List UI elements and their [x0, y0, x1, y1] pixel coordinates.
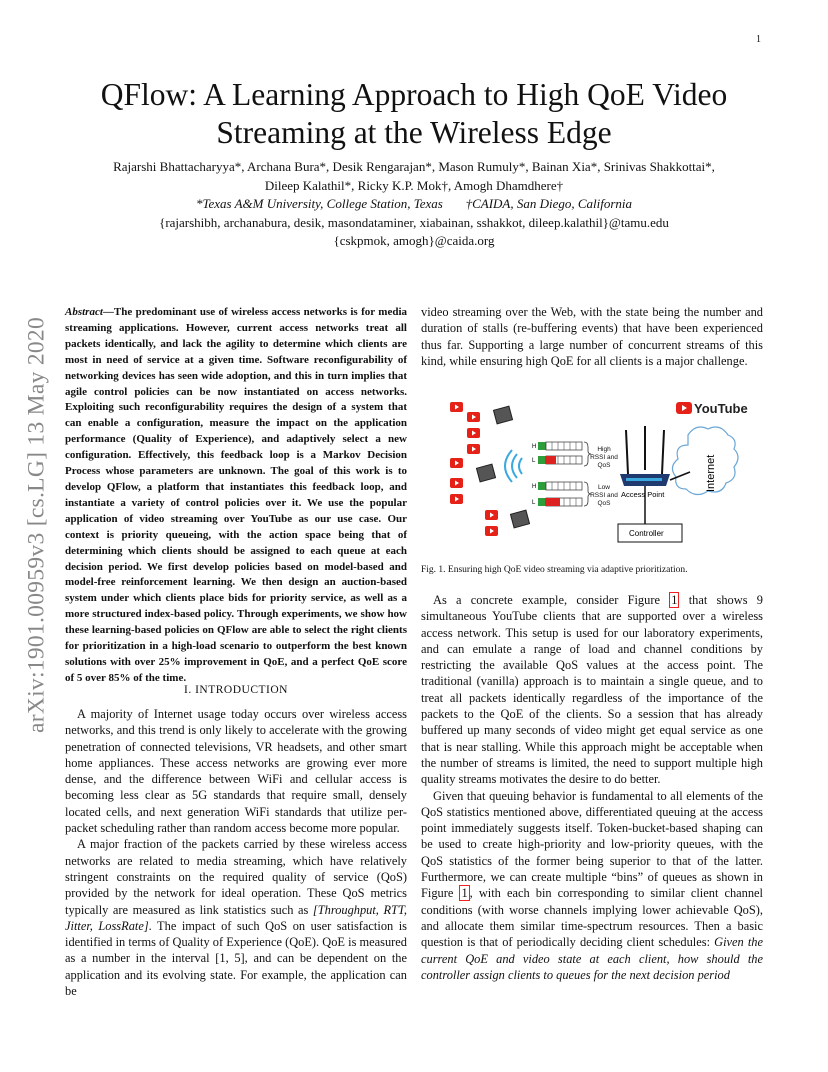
right-p2-a: Given that queuing behavior is fundamental to all elements of the QoS statistics mentioned above, differentiated queuing at the access point immediately suggests itself. Token-bucket-based shaping can be used to create high-priority and low-priority queues, with the QoS statistics of the former being superior to that of the latter. Furthermore, we can create multiple “bins” of queues as shown in Figure	[421, 788, 763, 901]
abstract-lead: Abstract	[65, 306, 103, 318]
right-column-top	[421, 304, 763, 369]
affiliation-caida: †CAIDA, San Diego, California	[465, 196, 633, 211]
high-queue-h: H	[532, 444, 537, 450]
paper-title	[60, 76, 768, 152]
low-queue-h: H	[532, 484, 537, 490]
low-rssi-label: Low RSSI and QoS	[590, 484, 618, 507]
arxiv-stamp	[22, 285, 52, 765]
right-p1-b: that shows 9 simultaneous YouTube clients that are supported over a wireless access network. This setup is used for our laboratory experiments, and can emulate a range of load and channel conditions by restricting the available QoS values at the access point. The traditional (vanilla) approach is to maintain a single queue, and to treat all packets identically regardless of the importance of the packets to the QoE of the clients. So a session that has already buffered up many seconds of video might get equal service as one that is near stalling. While this approach might be acceptable when the number of streams is limited, the need to support multiple high quality streams motivates the desire to do better.	[421, 593, 763, 787]
affiliations	[40, 195, 788, 214]
high-queue-l: L	[532, 458, 536, 464]
right-column-body	[421, 592, 763, 983]
wifi-icon	[505, 450, 522, 482]
intro-paragraph-2-a: A major fraction of the packets carried by these wireless access networks are related to media streaming, which have relatively stringent constraints on the required quality of service (QoS) provided by the network for ideal operation. These QoS metrics typically are measured as link statistics such as	[65, 837, 407, 917]
right-paragraph-1	[421, 592, 763, 788]
high-rssi-label: High RSSI and QoS	[590, 446, 618, 469]
title-line-1: QFlow: A Learning Approach to High QoE Video	[100, 77, 728, 112]
intro-paragraph-1: A majority of Internet usage today occurs over wireless access networks, and this trend is only likely to accelerate with the growing penetration of connected televisions, VR headsets, and other smart home appliances. These access networks are growing ever more dense, and the difference between WiFi and cellular access is becoming less clear as 5G standards that require small, densely located cells, and next generation WiFi standards that utilize per-packet scheduling rather than random access become more popular.	[65, 707, 407, 836]
low-queue-l: L	[532, 500, 536, 506]
figure-caption: Fig. 1. Ensuring high QoE video streaming via adaptive prioritization.	[421, 565, 688, 575]
high-queue	[532, 442, 582, 464]
intro-paragraph-2-b: . The impact of such QoS on user satisfaction is identified in terms of Quality of Experience (QoE). QoE is measured as a number in the interval [1, 5], and can be dependent on the application and its evolving state. For example, the application can be	[65, 918, 407, 999]
intro-left-column	[65, 706, 407, 999]
right-p2-b: , with each bin corresponding to similar client channel conditions (with worse channels implying lower achievable QoS), and allocate them similar time-spectrum resources. Then a basic question is that of periodically deciding client schedules:	[421, 886, 764, 950]
access-point-icon	[620, 426, 670, 486]
affiliation-tamu: *Texas A&M University, College Station, Texas	[195, 196, 443, 211]
access-point-label: Access Point	[621, 490, 665, 499]
abstract	[65, 305, 407, 687]
arxiv-stamp-text: arXiv:1901.00959v3 [cs.LG] 13 May 2020	[23, 316, 50, 734]
authors-line-1: Rajarshi Bhattacharyya*, Archana Bura*, Desik Rengarajan*, Mason Rumuly*, Bainan Xia*, Srinivas Shakkottai*,	[113, 159, 715, 174]
author-block	[40, 158, 788, 251]
youtube-logo-text: YouTube	[694, 401, 748, 416]
title-line-2: Streaming at the Wireless Edge	[216, 115, 612, 150]
page-number: 1	[756, 34, 761, 45]
emails-caida: {cskpmok, amogh}@caida.org	[333, 233, 495, 248]
qos-metrics: [Throughput, RTT, Jitter, LossRate]	[65, 902, 408, 933]
controller-label: Controller	[629, 529, 664, 538]
emails-tamu: {rajarshibh, archanabura, desik, masondataminer, xiabainan, sshakkot, dileep.kalathil}@tamu.edu	[159, 214, 669, 230]
low-queue	[532, 482, 582, 506]
section-heading: I. INTRODUCTION	[184, 684, 288, 696]
figure-1	[440, 400, 748, 550]
intro-paragraph-2	[65, 836, 407, 999]
right-p1-a: As a concrete example, consider Figure	[433, 593, 670, 607]
figure-ref-link-2[interactable]: 1	[461, 886, 468, 901]
youtube-logo	[676, 401, 748, 416]
authors-line-2: Dileep Kalathil*, Ricky K.P. Mok†, Amogh Dhamdhere†	[264, 177, 564, 193]
internet-label: Internet	[705, 454, 717, 492]
client-device-icons	[476, 406, 529, 528]
right-p2-italic: Given the current QoE and video state at each client, how should the controller assign clients to queues for the next decision period	[421, 935, 763, 982]
right-top-paragraph: video streaming over the Web, with the state being the number and duration of stalls (re-buffering events) that have been experienced thus far. Supporting a large number of concurrent streams of this kind, while ensuring high QoE for all clients is a major challenge.	[421, 305, 763, 368]
right-paragraph-2	[421, 788, 763, 984]
figure-ref-link[interactable]: 1	[671, 593, 678, 607]
abstract-body: —The predominant use of wireless access networks is for media streaming applications. However, current access networks treat all packets identically, and lack the agility to determine which clients are most in need of service at a given time. Software reconfigurability of networking devices has seen wide adoption, and this in turn implies that agile control policies can be now instantiated on access networks. Exploiting such reconfigurability requires the design of a system that can enable a configuration, measure the impact on the application performance (Quality of Experience), and adaptively select a new configuration. Effectively, this feedback loop is a Markov Decision Process whose parameters are unknown. The goal of this work is to develop QFlow, a platform that instantiates this feedback loop, and instantiate a variety of control policies over it. We use the popular application of video streaming over YouTube as our use case. Our context is priority queueing, with the action space being that of determining which clients should be assigned to each queue at each decision period. We first develop policies based on model-based and model-free reinforcement learning. We then design an auction-based system under which clients place bids for priority service, as well as a more structured index-based policy. Through experiments, we show how these learning-based policies on QFlow are able to select the right clients for prioritization in a high-load scenario to outperform the best known solutions with over 25% improvement in QoE, and a perfect QoE score of 5 over 85% of the time.	[65, 306, 407, 684]
